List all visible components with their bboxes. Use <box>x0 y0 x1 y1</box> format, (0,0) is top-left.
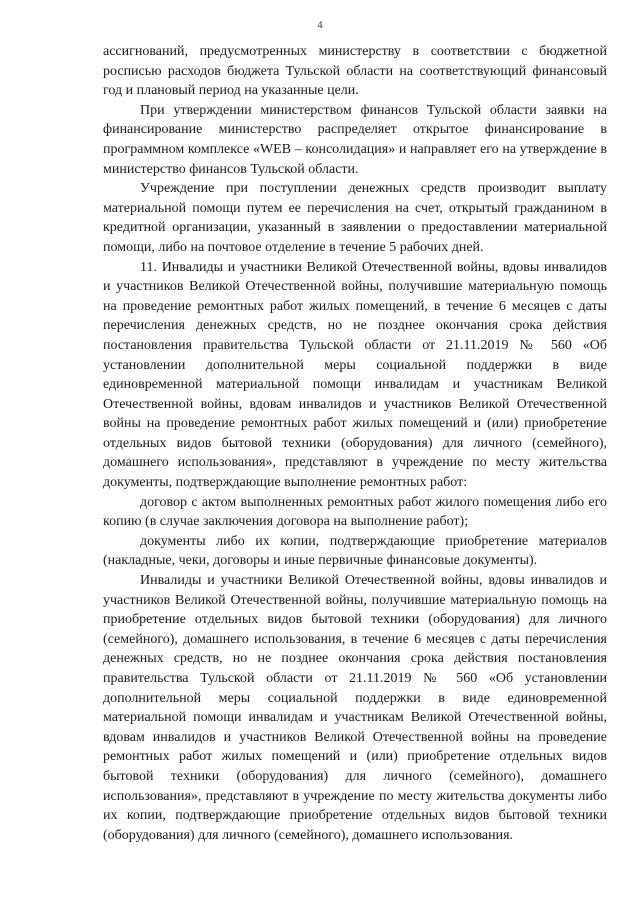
paragraph-repair-contract: договор с актом выполненных ремонтных работ жилого помещения либо его копию (в случае заключения договора на выполнение работ); <box>103 494 607 530</box>
document-body <box>103 42 607 845</box>
paragraph-materials-documents: документы либо их копии, подтверждающие приобретение материалов (накладные, чеки, договоры и иные первичные финансовые документы). <box>103 533 607 569</box>
paragraph-payment: Учреждение при поступлении денежных средств производит выплату материальной помощи путем ее перечисления на счет, открытый гражданином в кредитной организации, указанный в заявлении о предоставлении материальной помощи, либо на почтовое отделение в течение 5 рабочих дней. <box>103 181 607 255</box>
paragraph-application-approval: При утверждении министерством финансов Тульской области заявки на финансирование министерство распределяет открытое финансирование в программном комплексе «WEB – консолидация» и направляет его на утверждение в министерство финансов Тульской области. <box>103 102 607 177</box>
page-number: 4 <box>317 20 323 31</box>
paragraph-appliances: Инвалиды и участники Великой Отечественной войны, вдовы инвалидов и участников Великой Отечественной войны, получившие материальную помощь на приобретение отдельных видов бытовой техники (оборудования) для личного (семейного), домашнего использования, в течение 6 месяцев с даты перечисления денежных средств, но не позднее окончания срока действия постановления правительства Тульской области от 21.11.2019 № 560 «Об установлении дополнительной меры социальной поддержки в виде единовременной материальной помощи инвалидам и участникам Великой Отечественной войны, вдовам инвалидов и участников Великой Отечественной войны на проведение ремонтных работ жилых помещений и (или) приобретение отдельных видов бытовой техники (оборудования) для личного (семейного), домашнего использования», представляют в учреждение по месту жительства документы либо их копии, подтверждающие приобретение отдельных видов бытовой техники (оборудования) для личного (семейного), домашнего использования. <box>103 573 607 843</box>
paragraph-continuation: ассигнований, предусмотренных министерству в соответствии с бюджетной росписью расходов бюджета Тульской области на соответствующий финансовый год и плановый период на указанные цели. <box>103 44 607 99</box>
paragraph-item-11: 11. Инвалиды и участники Великой Отечественной войны, вдовы инвалидов и участников Великой Отечественной войны, получившие материальную помощь на проведение ремонтных работ жилых помещений, в течение 6 месяцев с даты перечисления денежных средств, но не позднее окончания срока действия постановления правительства Тульской области от 21.11.2019 № 560 «Об установлении дополнительной меры социальной поддержки в виде единовременной материальной помощи инвалидам и участникам Великой Отечественной войны, вдовам инвалидов и участников Великой Отечественной войны на проведение ремонтных работ жилых помещений и (или) приобретение отдельных видов бытовой техники (оборудования) для личного (семейного), домашнего использования», представляют в учреждение по месту жительства документы, подтверждающие выполнение ремонтных работ: <box>103 259 607 491</box>
